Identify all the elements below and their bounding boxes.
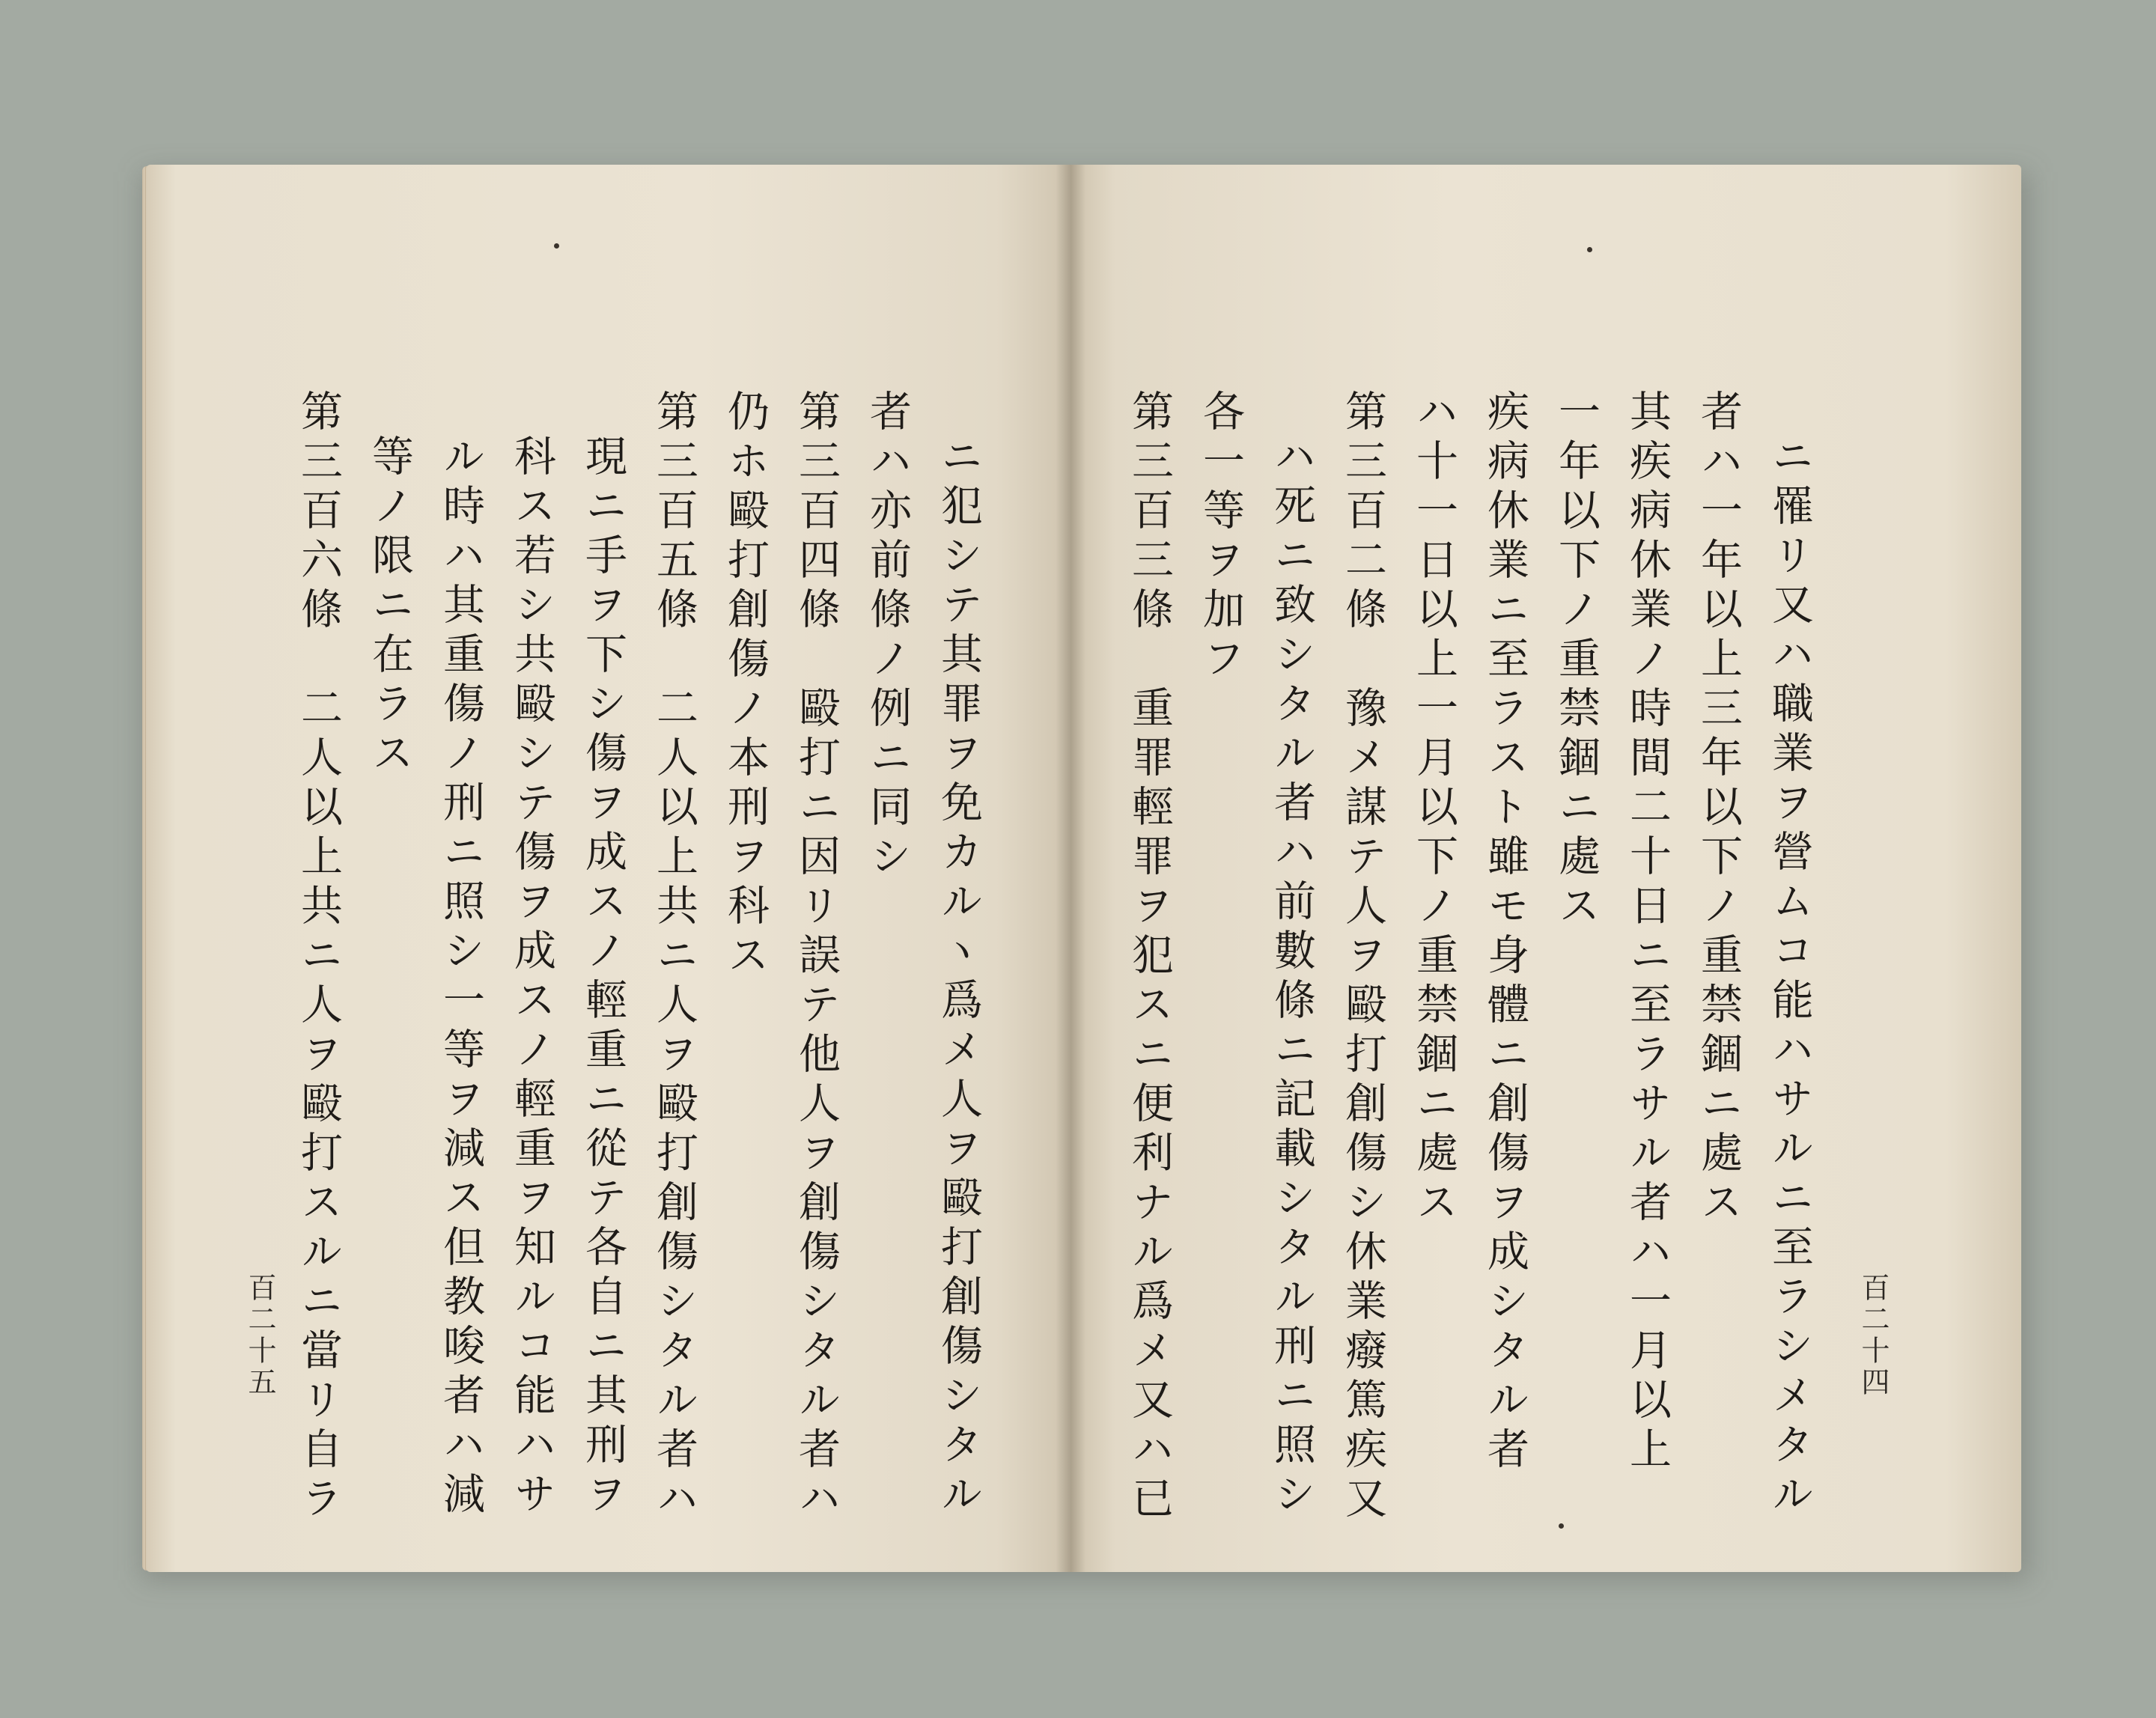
text-column: 者ハ亦前條ノ例ニ同シ [863,389,912,883]
text-column: ニ罹リ又ハ職業ヲ營ムコ能ハサルニ至ラシメタル [1765,434,1814,1521]
text-column: 其疾病休業ノ時間二十日ニ至ラサル者ハ一月以上 [1623,389,1672,1476]
text-column: 仍ホ毆打創傷ノ本刑ヲ科ス [721,389,770,982]
text-column: 各一等ヲ加フ [1196,389,1245,686]
text-column: 一年以下ノ重禁錮ニ處ス [1552,389,1601,933]
article-heading-column: 第三百五條 二人以上共ニ人ヲ毆打創傷シタル者ハ [650,389,698,1526]
article-heading-column: 第三百四條 毆打ニ因リ誤テ他人ヲ創傷シタル者ハ [792,389,841,1526]
page-number-right: 百二十四 [1857,1273,1889,1398]
text-column: 現ニ手ヲ下シ傷ヲ成スノ輕重ニ從テ各自ニ其刑ヲ [579,434,627,1521]
text-column: 疾病休業ニ至ラスト雖モ身體ニ創傷ヲ成シタル者 [1481,389,1529,1476]
text-column: ハ死ニ致シタル者ハ前數條ニ記載シタル刑ニ照シ [1267,434,1316,1521]
text-column: ニ犯シテ其罪ヲ免カルヽ爲メ人ヲ毆打創傷シタル [934,434,983,1521]
article-heading-column: 第三百二條 豫メ謀テ人ヲ毆打創傷シ休業癈篤疾又 [1339,389,1387,1526]
article-heading-column: 第三百六條 二人以上共ニ人ヲ毆打スルニ當リ自ラ [294,389,343,1526]
text-column: 科ス若シ共毆シテ傷ヲ成スノ輕重ヲ知ルコ能ハサ [508,434,556,1521]
text-column: ル時ハ其重傷ノ刑ニ照シ一等ヲ減ス但教唆者ハ減 [436,434,485,1521]
text-column: 者ハ一年以上三年以下ノ重禁錮ニ處ス [1694,389,1743,1229]
text-column: 等ノ限ニ在ラス [365,434,414,780]
print-dot [1559,1523,1564,1529]
print-dot [1587,247,1592,252]
page-number-left: 百二十五 [243,1273,276,1398]
article-heading-column: 第三百三條 重罪輕罪ヲ犯スニ便利ナル爲メ又ハ已 [1125,389,1174,1526]
print-dot [554,243,559,249]
book-gutter [1056,165,1085,1572]
text-column: ハ十一日以上一月以下ノ重禁錮ニ處ス [1410,389,1458,1229]
